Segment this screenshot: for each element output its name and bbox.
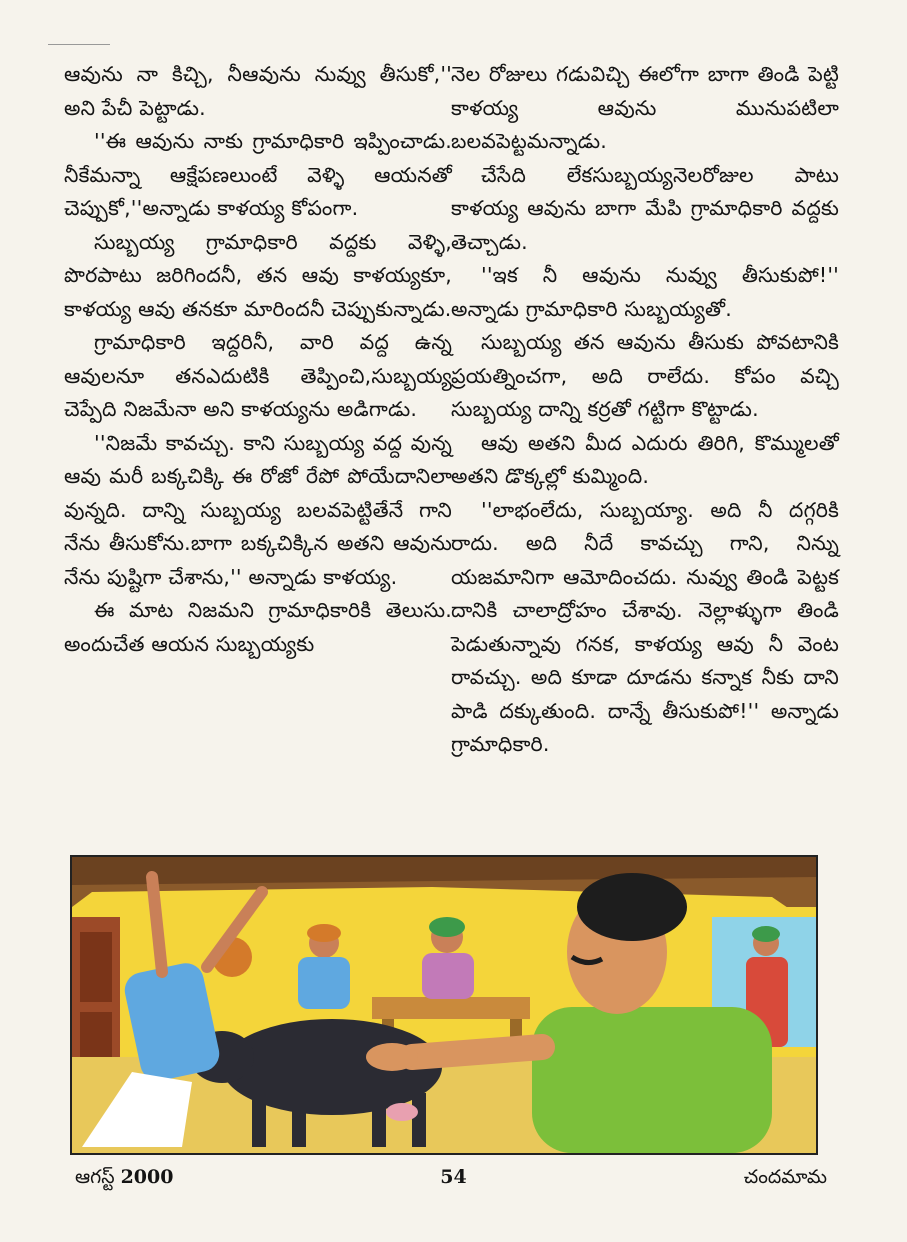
paragraph: ''నిజమే కావచ్చు. కాని సుబ్బయ్య వద్ద వున్న ఆవు మరీ బక్కచిక్కి ఈ రోజో రేపో పోయేదానిలా వున్నది. దాన్ని సుబ్బయ్య బలవపెట్టితేనే గాని నేను తీసుకోను.బాగా బక్కచిక్కిన అతని ఆవును నేను పుష్టిగా చేశాను,'' అన్నాడు కాళయ్య. bbox=[64, 430, 452, 589]
page-footer bbox=[0, 1166, 907, 1200]
article-column-left bbox=[64, 58, 452, 661]
cow-leg bbox=[292, 1097, 306, 1147]
paragraph: సుబ్బయ్య తన ఆవును తీసుకు పోవటానికి ప్రయత్నించగా, అది రాలేదు. కోపం వచ్చి సుబ్బయ్య దాన్ని కర్రతో గట్టిగా కొట్టాడు. bbox=[451, 330, 839, 421]
paragraph: చేసేది లేకసుబ్బయ్యనెలరోజుల పాటు కాళయ్య ఆవును బాగా మేపి గ్రామాధికారి వద్దకు తెచ్చాడు. bbox=[451, 162, 839, 254]
open-hand bbox=[366, 1043, 418, 1071]
magazine-name: చందమామ bbox=[743, 1166, 827, 1188]
story-illustration bbox=[70, 855, 818, 1155]
footer-year: 2000 bbox=[120, 1166, 174, 1188]
paragraph: ఆవును నా కిచ్చి, నీఆవును నువ్వు తీసుకో,'' అని పేచీ పెట్టాడు. bbox=[64, 62, 452, 120]
seated-man-turban bbox=[307, 924, 341, 942]
paragraph: ''ఇక నీ ఆవును నువ్వు తీసుకుపో!'' అన్నాడు గ్రామాధికారి సుబ్బయ్యతో. bbox=[451, 263, 839, 321]
page-number: 54 bbox=[440, 1166, 467, 1188]
cow-leg bbox=[252, 1097, 266, 1147]
paragraph: ''లాభంలేదు, సుబ్బయ్యా. అది నీ దగ్గరికి రాదు. అది నీదే కావచ్చు గాని, నిన్ను యజమానిగా ఆమోదించదు. నువ్వు తిండి పెట్టక దానికి చాలాద్రోహం చేశావు. నెల్లాళ్ళుగా తిండి పెడుతున్నావు గనక, కాళయ్య ఆవు నీ వెంట రావచ్చు. అది కూడా దూడను కన్నాక నీకు దాని పాడి దక్కుతుంది. దాన్నే తీసుకుపో!'' అన్నాడు గ్రామాధికారి. bbox=[451, 497, 839, 756]
paragraph: ''ఈ ఆవును నాకు గ్రామాధికారి ఇప్పించాడు. నీకేమన్నా ఆక్షేపణలుంటే వెళ్ళి ఆయనతో చెప్పుకో,''అన్నాడు కాళయ్య కోపంగా. bbox=[64, 129, 452, 220]
official-body bbox=[422, 953, 474, 999]
green-shirt-man-hair bbox=[577, 873, 687, 941]
cow-udder bbox=[386, 1103, 418, 1121]
green-shirt-man-body bbox=[532, 1007, 772, 1153]
article-column-right bbox=[451, 58, 839, 762]
official-turban bbox=[429, 917, 465, 937]
cow-leg bbox=[412, 1093, 426, 1147]
paragraph: నెల రోజులు గడువిచ్చి ఈలోగా బాగా తిండి పెట్టి కాళయ్య ఆవును మునుపటిలా బలవపెట్టమన్నాడు. bbox=[451, 62, 839, 153]
paragraph: సుబ్బయ్య గ్రామాధికారి వద్దకు వెళ్ళి, పొరపాటు జరిగిందనీ, తన ఆవు కాళయ్యకూ, కాళయ్య ఆవు తనకూ మారిందనీ చెప్పుకున్నాడు. bbox=[64, 229, 452, 321]
table bbox=[372, 997, 530, 1019]
cow-leg bbox=[372, 1097, 386, 1147]
seated-man-body bbox=[298, 957, 350, 1009]
paragraph: ఆవు అతని మీద ఎదురు తిరిగి, కొమ్ములతో అతని డొక్కల్లో కుమ్మింది. bbox=[451, 430, 839, 488]
green-shirt-man-arm bbox=[412, 1047, 542, 1057]
illustration-scene bbox=[72, 857, 816, 1153]
top-rule bbox=[48, 44, 110, 45]
paragraph: ఈ మాట నిజమని గ్రామాధికారికి తెలుసు. అందుచేత ఆయన సుబ్బయ్యకు bbox=[64, 598, 452, 656]
bystander-turban bbox=[752, 926, 780, 942]
door-panel bbox=[80, 932, 112, 1002]
footer-month: ఆగస్ట్ bbox=[75, 1166, 115, 1188]
paragraph: గ్రామాధికారి ఇద్దరినీ, వారి వద్ద ఉన్న ఆవులనూ తనఎదుటికి తెప్పించి,సుబ్బయ్య చెప్పేది నిజమేనా అని కాళయ్యను అడిగాడు. bbox=[64, 330, 452, 421]
